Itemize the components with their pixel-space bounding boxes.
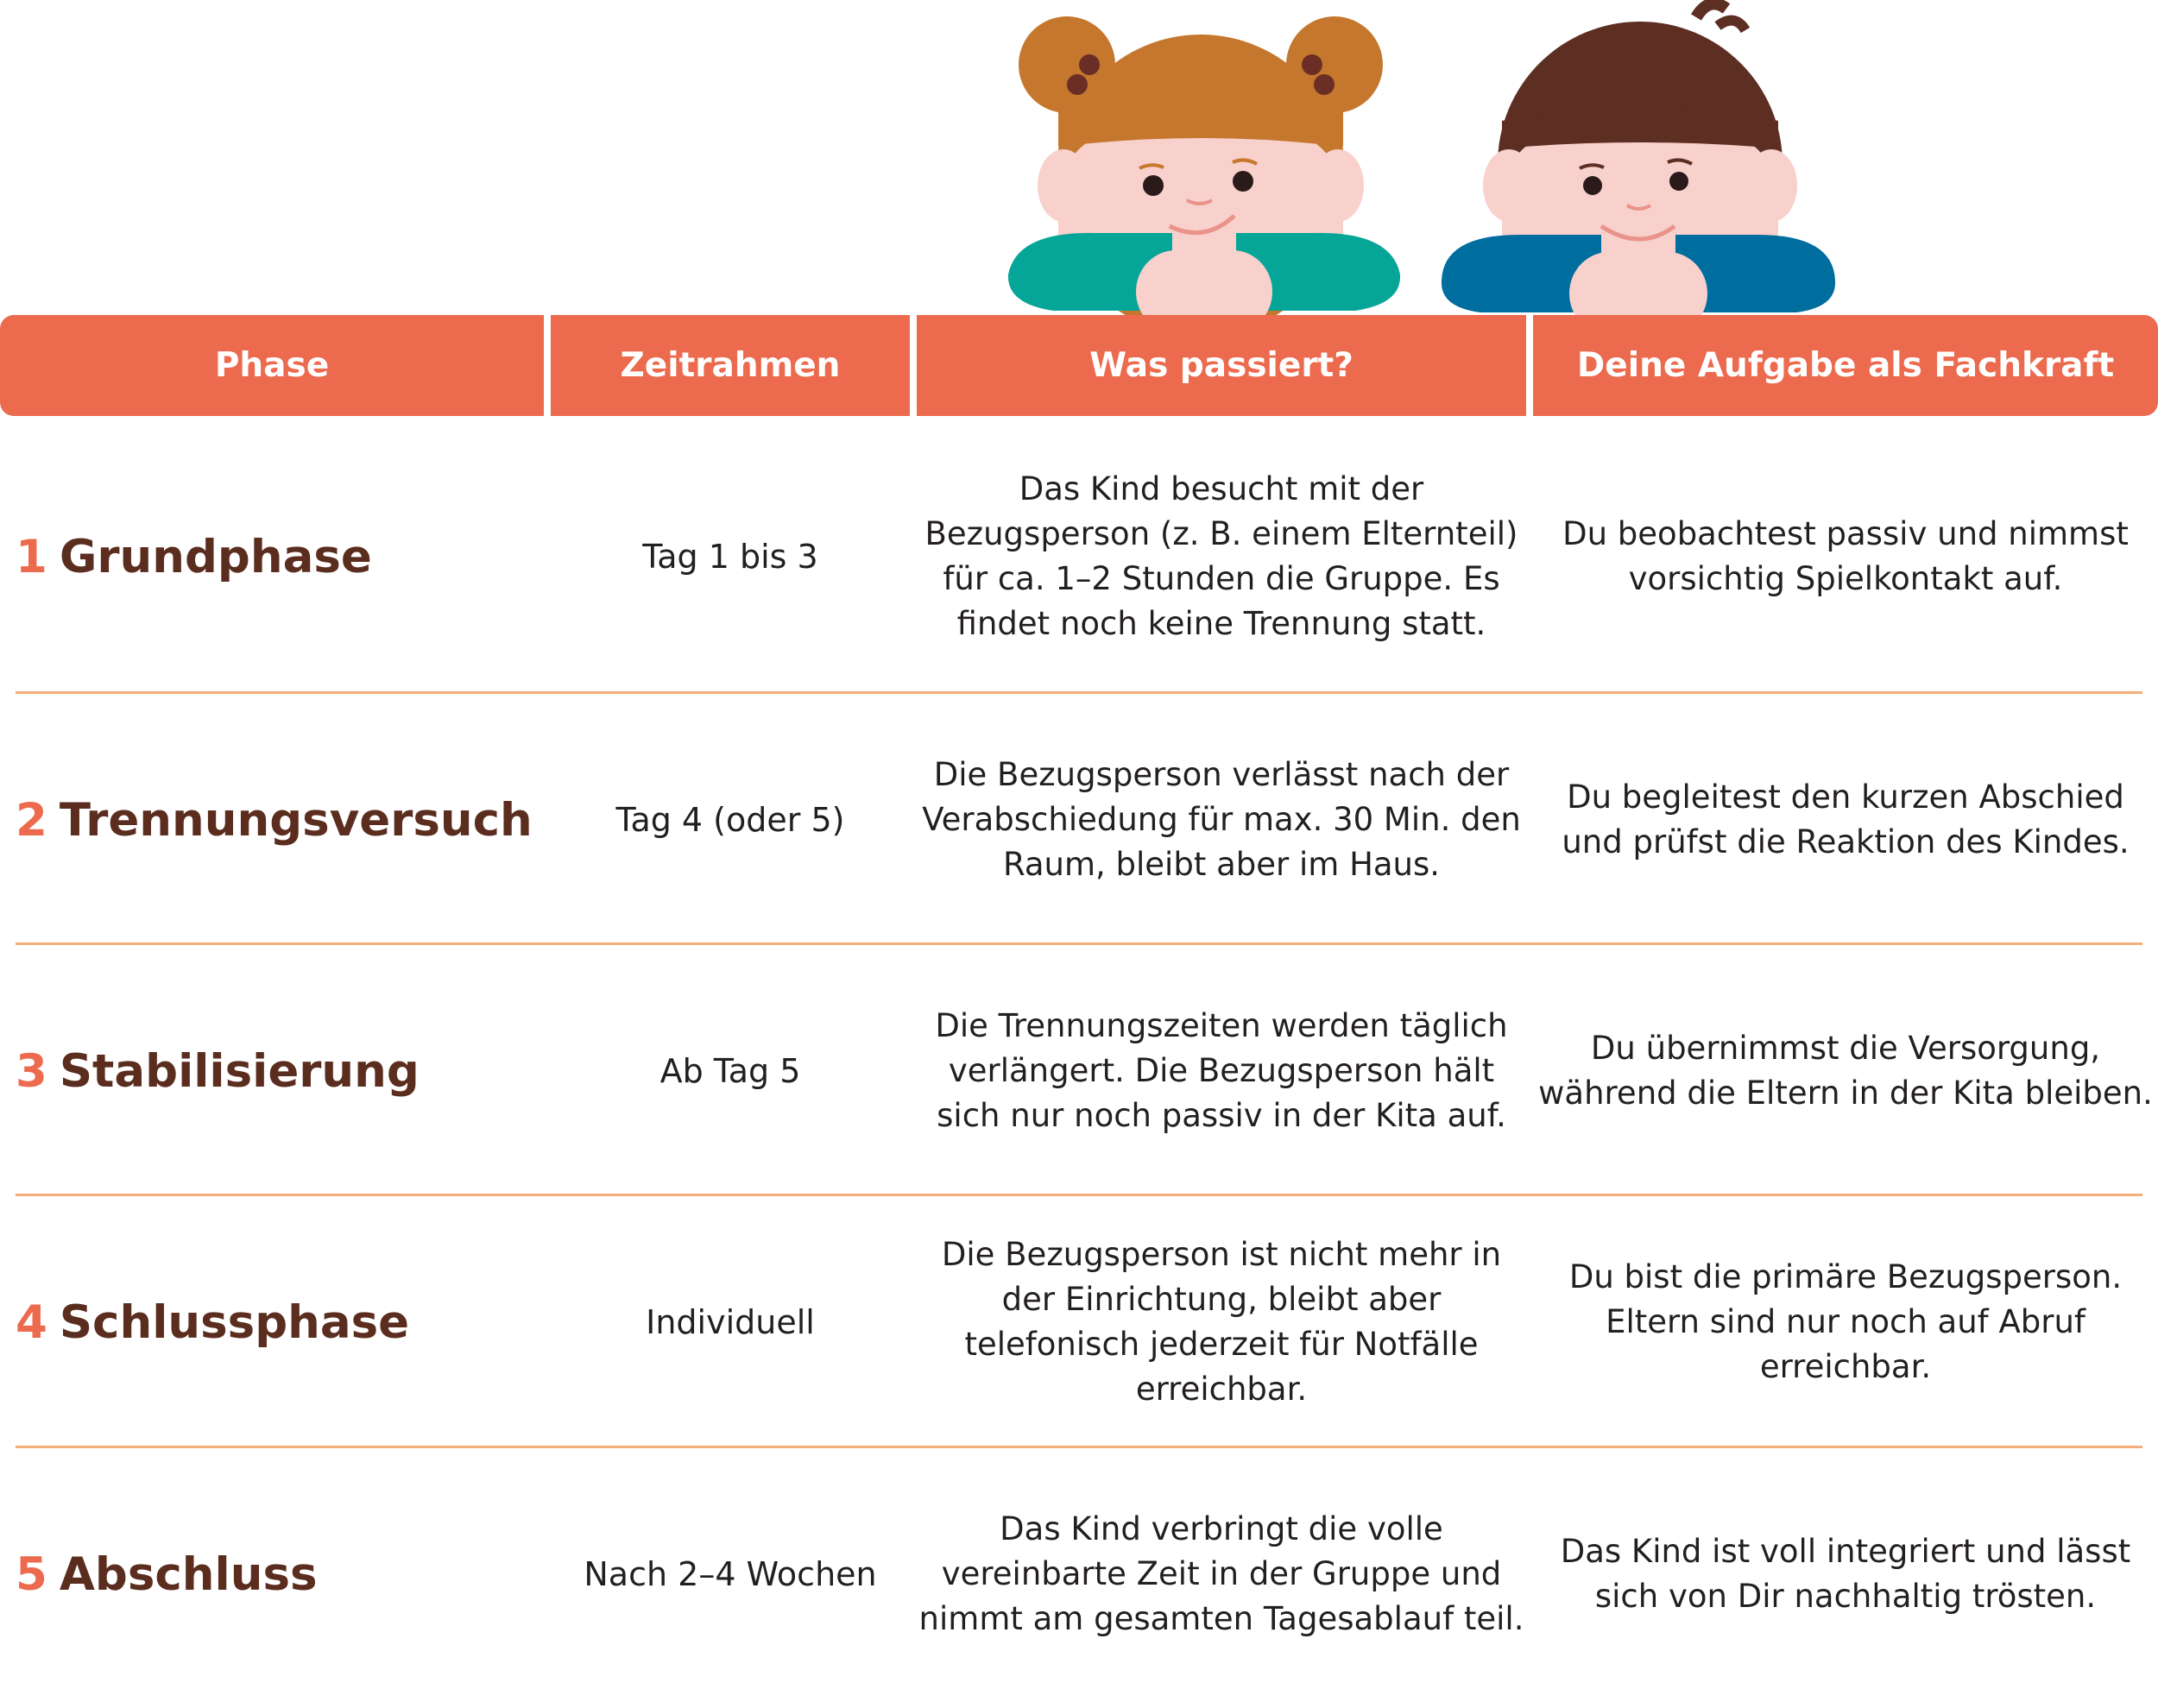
task-text: Du begleitest den kurzen Abschied und prüfst die Reaktion des Kindes. (1562, 778, 2130, 860)
timeframe-text: Individuell (646, 1303, 815, 1341)
task-text: Du übernimmst die Versorgung, während die Eltern in der Kita bleiben. (1538, 1030, 2153, 1112)
phase-title: Abschluss (59, 1547, 318, 1601)
header-timeframe: Zeitrahmen (551, 315, 910, 416)
what-cell (917, 1197, 1526, 1447)
what-text: Die Trennungszeiten werden täglich verlängert. Die Bezugsperson hält sich nur noch passiv in der Kita auf. (935, 1007, 1508, 1134)
phase-cell (16, 432, 551, 682)
boy-illustration (1442, 3, 1835, 335)
task-cell (1533, 695, 2158, 945)
what-text: Das Kind verbringt die volle vereinbarte Zeit in der Gruppe und nimmt am gesamten Tagesablauf teil. (918, 1510, 1524, 1637)
header-what: Was passiert? (917, 315, 1526, 416)
phase-title: Trennungsversuch (59, 793, 533, 847)
header-task: Deine Aufgabe als Fachkraft (1533, 315, 2158, 416)
header-phase: Phase (0, 315, 544, 416)
children-illustration (993, 0, 1865, 337)
timeframe-text: Tag 4 (oder 5) (615, 801, 845, 839)
table-row (0, 1197, 2158, 1447)
task-text: Das Kind ist voll integriert und lässt sich von Dir nachhaltig trösten. (1560, 1533, 2131, 1615)
what-cell (917, 432, 1526, 682)
row-separator (16, 942, 2142, 945)
timeframe-cell (551, 695, 910, 945)
timeframe-cell (551, 946, 910, 1196)
table-row (0, 1449, 2158, 1699)
timeframe-text: Nach 2–4 Wochen (584, 1555, 877, 1593)
timeframe-cell (551, 1197, 910, 1447)
timeframe-text: Tag 1 bis 3 (642, 538, 818, 576)
phase-title: Grundphase (59, 530, 372, 583)
phase-cell (16, 1197, 551, 1447)
phase-number: 3 (16, 1044, 47, 1098)
what-cell (917, 695, 1526, 945)
what-cell (917, 946, 1526, 1196)
phase-title: Stabilisierung (59, 1044, 420, 1098)
what-text: Die Bezugsperson verlässt nach der Verabschiedung für max. 30 Min. den Raum, bleibt aber im Haus. (922, 756, 1521, 883)
what-text: Das Kind besucht mit der Bezugsperson (z. B. einem Elternteil) für ca. 1–2 Stunden die Gruppe. Es findet noch keine Trennung statt. (924, 470, 1518, 642)
table-row (0, 946, 2158, 1196)
task-cell (1533, 1449, 2158, 1699)
row-separator (16, 1194, 2142, 1196)
girl-illustration (1008, 16, 1400, 337)
row-separator (16, 1446, 2142, 1448)
row-separator (16, 691, 2142, 694)
table-header (0, 315, 2158, 416)
phase-cell (16, 695, 551, 945)
phase-number: 4 (16, 1295, 47, 1349)
task-text: Du beobachtest passiv und nimmst vorsichtig Spielkontakt auf. (1562, 515, 2129, 597)
table-row (0, 695, 2158, 945)
task-cell (1533, 1197, 2158, 1447)
table-row (0, 432, 2158, 682)
what-cell (917, 1449, 1526, 1699)
timeframe-cell (551, 432, 910, 682)
timeframe-cell (551, 1449, 910, 1699)
task-cell (1533, 946, 2158, 1196)
task-cell (1533, 432, 2158, 682)
phase-cell (16, 1449, 551, 1699)
timeframe-text: Ab Tag 5 (659, 1052, 801, 1090)
task-text: Du bist die primäre Bezugsperson. Eltern sind nur noch auf Abruf erreichbar. (1568, 1258, 2123, 1385)
what-text: Die Bezugsperson ist nicht mehr in der Einrichtung, bleibt aber telefonisch jederzeit für Notfälle erreichbar. (941, 1236, 1502, 1408)
phase-number: 1 (16, 530, 47, 583)
phase-number: 5 (16, 1547, 47, 1601)
phase-cell (16, 946, 551, 1196)
phase-number: 2 (16, 793, 47, 847)
phase-title: Schlussphase (59, 1295, 410, 1349)
